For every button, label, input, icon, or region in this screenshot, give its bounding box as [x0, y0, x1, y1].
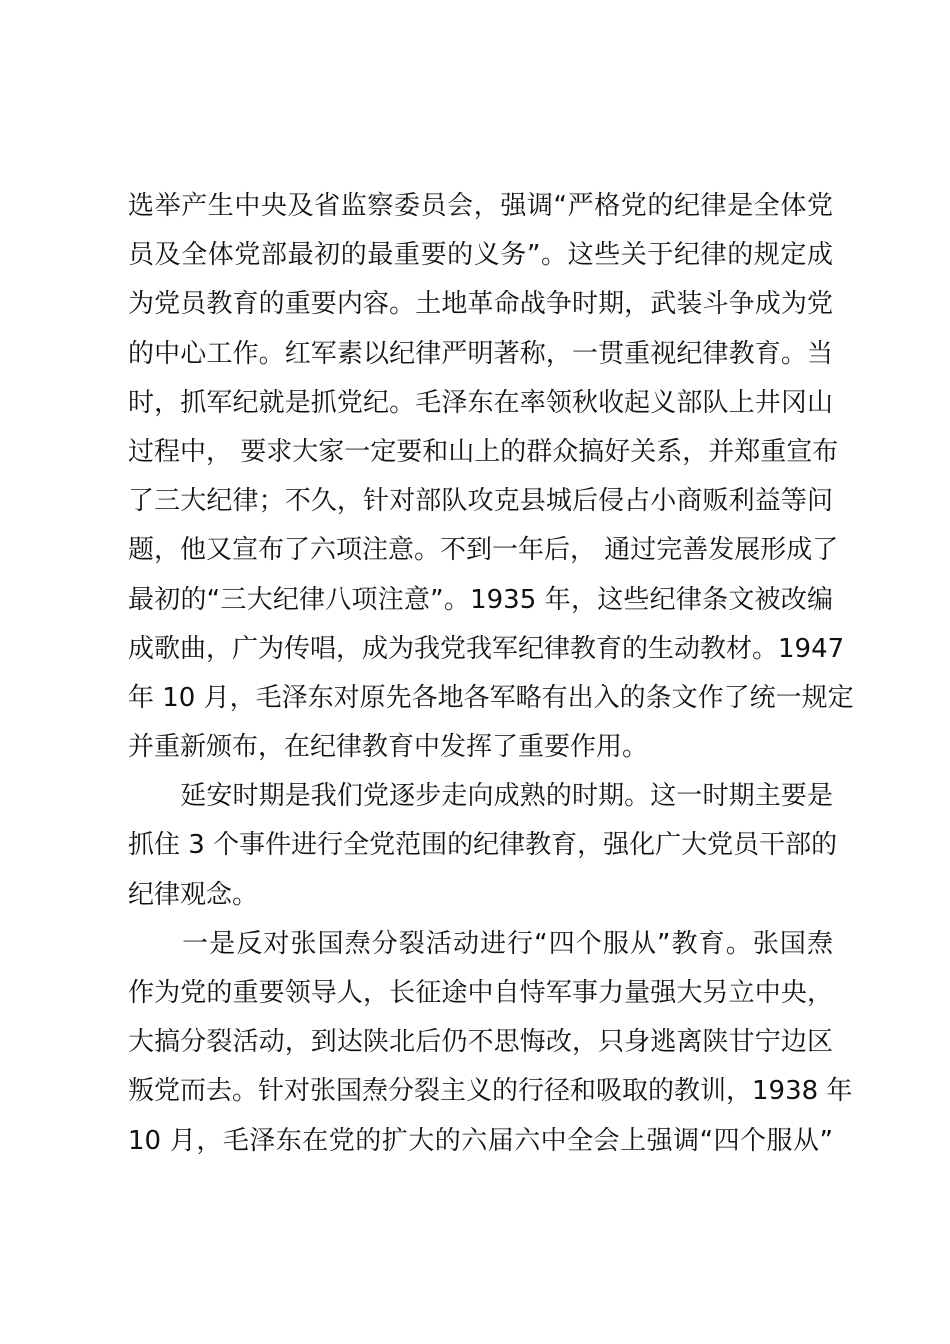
text-line: 延安时期是我们党逐步走向成熟的时期。这一时期主要是	[128, 781, 833, 812]
text-line: 纪律观念。	[128, 879, 259, 910]
paragraph	[128, 920, 853, 1166]
text-line: 叛党而去。针对张国焘分裂主义的行径和吸取的教训，1938 年	[128, 1076, 853, 1107]
text-line: 了三大纪律；不久，针对部队攻克县城后侵占小商贩利益等问	[128, 486, 833, 517]
text-line: 作为党的重要领导人，长征途中自恃军事力量强大另立中央，	[128, 978, 833, 1008]
text-line: 选举产生中央及省监察委员会，强调“严格党的纪律是全体党	[128, 191, 833, 221]
text-line: 成歌曲，广为传唱，成为我党我军纪律教育的生动教材。1947	[128, 633, 845, 664]
paragraph	[128, 772, 838, 920]
text-line: 并重新颁布，在纪律教育中发挥了重要作用。	[128, 732, 649, 763]
document-body	[128, 182, 854, 1166]
text-line: 为党员教育的重要内容。土地革命战争时期，武装斗争成为党	[128, 289, 833, 320]
text-line: 题，他又宣布了六项注意。不到一年后， 通过完善发展形成了	[128, 535, 839, 566]
paragraph	[128, 182, 854, 772]
text-line: 年 10 月，毛泽东对原先各地各军略有出入的条文作了统一规定	[128, 682, 854, 713]
text-line: 最初的“三大纪律八项注意”。1935 年，这些纪律条文被改编	[128, 584, 833, 615]
text-line: 10 月，毛泽东在党的扩大的六届六中全会上强调“四个服从”	[128, 1125, 833, 1156]
text-line: 抓住 3 个事件进行全党范围的纪律教育，强化广大党员干部的	[128, 830, 838, 861]
text-line: 时，抓军纪就是抓党纪。毛泽东在率领秋收起义部队上井冈山	[128, 387, 833, 418]
text-line: 过程中， 要求大家一定要和山上的群众搞好关系，并郑重宣布	[128, 436, 839, 467]
text-line: 员及全体党部最初的最重要的义务”。这些关于纪律的规定成	[128, 240, 833, 271]
text-line: 大搞分裂活动，到达陕北后仍不思悔改，只身逃离陕甘宁边区	[128, 1027, 833, 1058]
text-line: 的中心工作。红军素以纪律严明著称，一贯重视纪律教育。当	[128, 338, 833, 369]
text-line: 一是反对张国焘分裂活动进行“四个服从”教育。张国焘	[128, 928, 833, 959]
